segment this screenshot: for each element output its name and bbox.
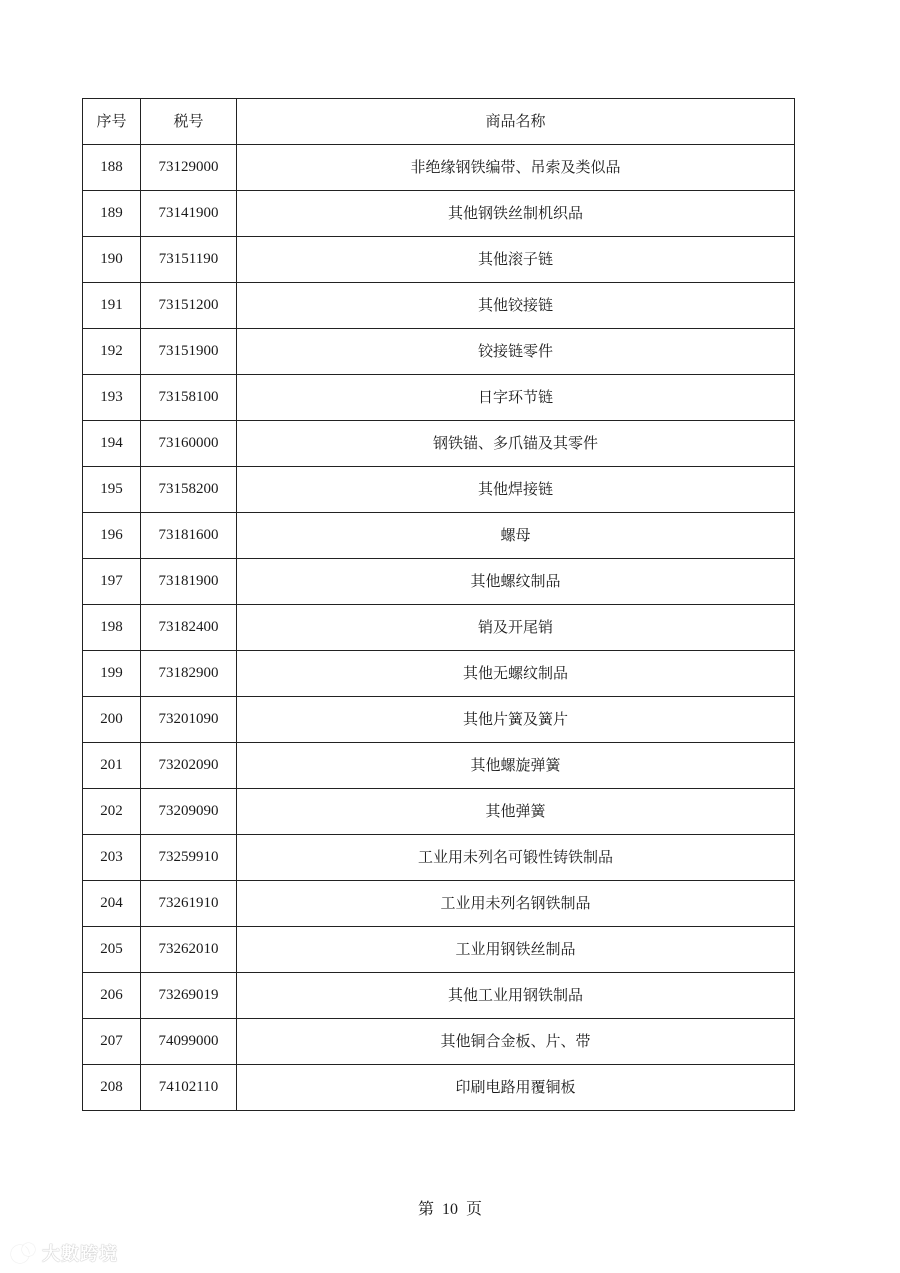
cell-seq: 205	[83, 927, 141, 973]
cell-seq: 206	[83, 973, 141, 1019]
cell-name: 销及开尾销	[237, 605, 795, 651]
cell-name: 日字环节链	[237, 375, 795, 421]
cell-code: 73181900	[141, 559, 237, 605]
page-number: 10	[442, 1201, 458, 1218]
table-row	[83, 421, 795, 467]
cell-seq: 191	[83, 283, 141, 329]
cell-seq: 193	[83, 375, 141, 421]
cell-code: 73262010	[141, 927, 237, 973]
cell-seq: 188	[83, 145, 141, 191]
cell-code: 73158100	[141, 375, 237, 421]
cell-seq: 202	[83, 789, 141, 835]
table-row	[83, 697, 795, 743]
cell-code: 73202090	[141, 743, 237, 789]
header-row	[83, 99, 795, 145]
tariff-table	[82, 98, 795, 1111]
table-row	[83, 1065, 795, 1111]
cell-seq: 190	[83, 237, 141, 283]
cell-code: 74099000	[141, 1019, 237, 1065]
cell-name: 其他弹簧	[237, 789, 795, 835]
page-number-suffix: 页	[466, 1199, 483, 1218]
table-row	[83, 559, 795, 605]
cell-seq: 204	[83, 881, 141, 927]
watermark	[10, 1240, 118, 1266]
cell-name: 印刷电路用覆铜板	[237, 1065, 795, 1111]
table-row	[83, 191, 795, 237]
cell-code: 73141900	[141, 191, 237, 237]
table-row	[83, 1019, 795, 1065]
cell-name: 其他焊接链	[237, 467, 795, 513]
cell-name: 非绝缘钢铁编带、吊索及类似品	[237, 145, 795, 191]
page-number-prefix: 第	[417, 1199, 434, 1218]
cell-name: 其他无螺纹制品	[237, 651, 795, 697]
cell-name: 其他螺纹制品	[237, 559, 795, 605]
cell-code: 73160000	[141, 421, 237, 467]
cell-code: 73259910	[141, 835, 237, 881]
table-row	[83, 881, 795, 927]
table-body	[83, 145, 795, 1111]
cell-seq: 195	[83, 467, 141, 513]
table-row	[83, 513, 795, 559]
cell-name: 钢铁锚、多爪锚及其零件	[237, 421, 795, 467]
cell-code: 73129000	[141, 145, 237, 191]
table-row	[83, 973, 795, 1019]
cell-code: 74102110	[141, 1065, 237, 1111]
table-row	[83, 605, 795, 651]
cell-seq: 198	[83, 605, 141, 651]
page-footer	[0, 1196, 900, 1219]
cell-seq: 189	[83, 191, 141, 237]
cell-code: 73182400	[141, 605, 237, 651]
cell-name: 铰接链零件	[237, 329, 795, 375]
cell-seq: 192	[83, 329, 141, 375]
cell-code: 73269019	[141, 973, 237, 1019]
header-name: 商品名称	[237, 99, 795, 145]
cell-seq: 208	[83, 1065, 141, 1111]
header-code: 税号	[141, 99, 237, 145]
cell-seq: 199	[83, 651, 141, 697]
cell-seq: 196	[83, 513, 141, 559]
cell-name: 工业用未列名可锻性铸铁制品	[237, 835, 795, 881]
table-row	[83, 789, 795, 835]
cell-code: 73182900	[141, 651, 237, 697]
cell-name: 其他工业用钢铁制品	[237, 973, 795, 1019]
cell-name: 工业用未列名钢铁制品	[237, 881, 795, 927]
cell-code: 73151200	[141, 283, 237, 329]
cell-name: 其他铜合金板、片、带	[237, 1019, 795, 1065]
cell-name: 其他铰接链	[237, 283, 795, 329]
cell-code: 73201090	[141, 697, 237, 743]
watermark-text: 大數跨境	[42, 1244, 118, 1265]
cell-seq: 203	[83, 835, 141, 881]
table-row	[83, 283, 795, 329]
cell-code: 73181600	[141, 513, 237, 559]
cell-code: 73151190	[141, 237, 237, 283]
cell-seq: 200	[83, 697, 141, 743]
cell-code: 73261910	[141, 881, 237, 927]
table-header	[83, 99, 795, 145]
cell-code: 73209090	[141, 789, 237, 835]
cell-name: 其他螺旋弹簧	[237, 743, 795, 789]
table-row	[83, 145, 795, 191]
cell-seq: 201	[83, 743, 141, 789]
header-seq: 序号	[83, 99, 141, 145]
cell-name: 其他钢铁丝制机织品	[237, 191, 795, 237]
cell-name: 螺母	[237, 513, 795, 559]
table-row	[83, 467, 795, 513]
table-row	[83, 651, 795, 697]
cell-seq: 197	[83, 559, 141, 605]
cell-name: 其他滚子链	[237, 237, 795, 283]
cell-name: 工业用钢铁丝制品	[237, 927, 795, 973]
table-row	[83, 743, 795, 789]
watermark-logo-icon	[10, 1242, 36, 1264]
cell-seq: 207	[83, 1019, 141, 1065]
table-row	[83, 375, 795, 421]
cell-name: 其他片簧及簧片	[237, 697, 795, 743]
table-row	[83, 329, 795, 375]
cell-code: 73151900	[141, 329, 237, 375]
table-row	[83, 237, 795, 283]
table-row	[83, 835, 795, 881]
cell-code: 73158200	[141, 467, 237, 513]
table-row	[83, 927, 795, 973]
cell-seq: 194	[83, 421, 141, 467]
